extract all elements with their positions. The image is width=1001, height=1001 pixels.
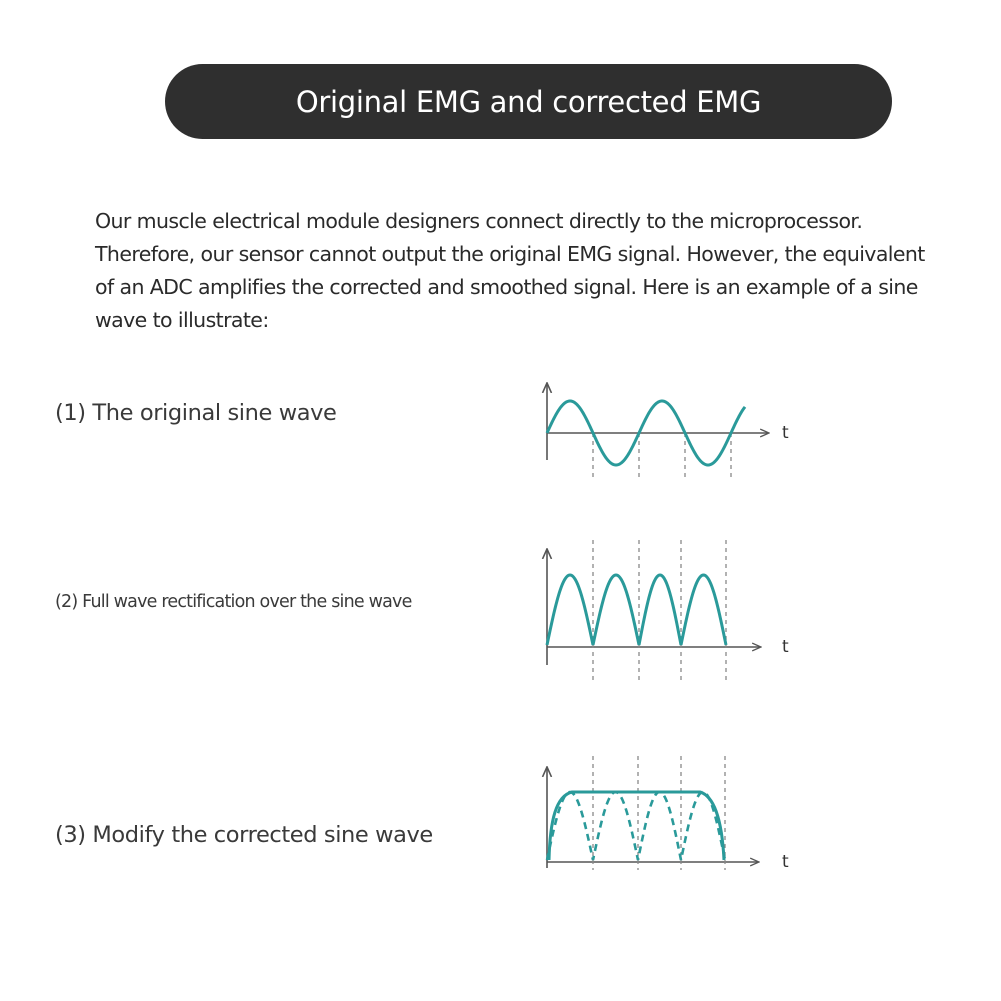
page-title: Original EMG and corrected EMG bbox=[295, 84, 762, 119]
diagram-3-t-label: t bbox=[782, 852, 789, 872]
step-2-label: (2) Full wave rectification over the sine wave bbox=[55, 592, 412, 612]
diagram-full-wave-rectification bbox=[547, 540, 789, 680]
intro-paragraph: Our muscle electrical module designers connect directly to the microprocessor. Therefore, our sensor cannot output the original EMG signal. However, the equivalent of an ADC amplifies the corrected and smoothed signal. Here is an example of a sine wave to illustrate: bbox=[95, 209, 925, 332]
diagram-3-period-guides bbox=[593, 756, 725, 870]
step-3-label: (3) Modify the corrected sine wave bbox=[55, 822, 433, 848]
diagram-2-t-label: t bbox=[782, 637, 789, 657]
diagram-original-sine bbox=[547, 384, 789, 480]
rectified-wave-dashed-curve bbox=[547, 792, 725, 860]
diagram-2-period-guides bbox=[593, 540, 726, 680]
diagram-1-zero-crossing-guides bbox=[593, 433, 731, 480]
step-1-label: (1) The original sine wave bbox=[55, 400, 337, 426]
diagram-1-t-label: t bbox=[782, 423, 789, 443]
rectified-wave-curve bbox=[547, 575, 726, 645]
diagram-smoothed-wave bbox=[547, 756, 789, 872]
